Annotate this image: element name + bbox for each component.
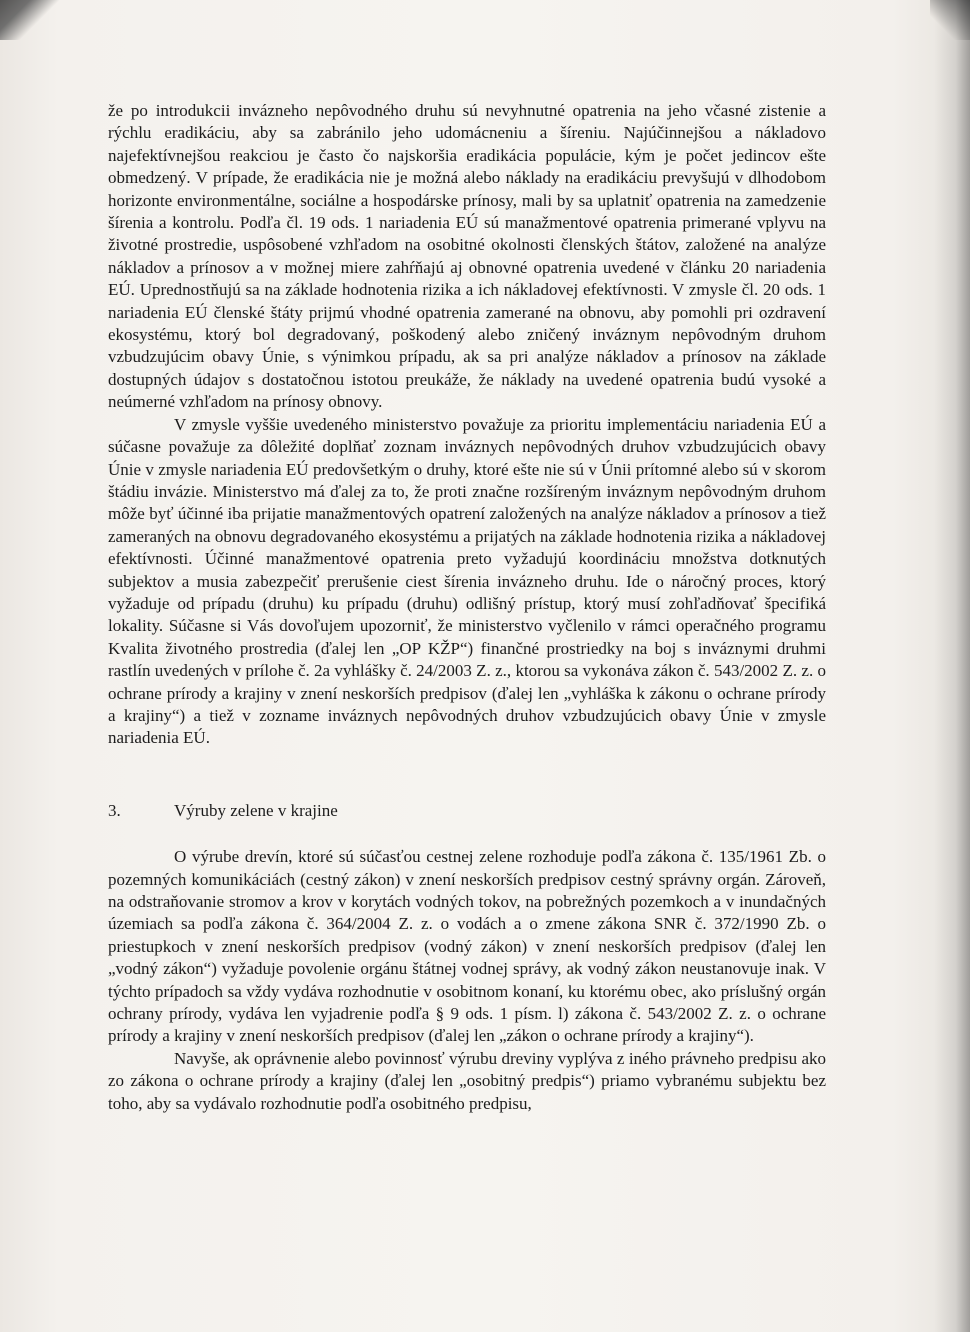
paragraph-2: V zmysle vyššie uvedeného ministerstvo považuje za prioritu implementáciu nariadenia EÚ a súčasne považuje za dôležité doplňať zoznam inváznych nepôvodných druhov vzbudzujúcich obavy Únie v zmysle nariadenia EÚ predovšetkým o druhy, ktoré ešte nie sú v Únii prítomné alebo sú v skorom štádiu invázie. Ministerstvo má ďalej za to, že proti značne rozšíreným inváznym nepôvodným druhom môže byť účinné iba prijatie manažmentových opatrení založených na analýze nákladov a prínosov a tiež zameraných na obnovu degradovaného ekosystému a prijatých na základe hodnotenia rizika a nákladovej efektívnosti. Účinné manažmentové opatrenia preto vyžadujú koordináciu množstva dotknutých subjektov a musia zabezpečiť prerušenie ciest šírenia invázneho druhu. Ide o náročný proces, ktorý vyžaduje od prípadu (druhu) ku prípadu (druhu) odlišný prístup, ktorý musí zohľadňovať špecifiká lokality. Súčasne si Vás dovoľujem upozorniť, že ministerstvo vyčlenilo v rámci operačného programu Kvalita životného prostredia (ďalej len „OP KŽP“) finančné prostriedky na boj s inváznymi druhmi rastlín uvedených v prílohe č. 2a vyhlášky č. 24/2003 Z. z., ktorou sa vykonáva zákon č. 543/2002 Z. z. o ochrane prírody a krajiny v znení neskorších predpisov (ďalej len „vyhláška k zákonu o ochrane prírody a krajiny“) a tiež v zozname inváznych nepôvodných druhov vzbudzujúcich obavy Únie v zmysle nariadenia EÚ. <box>108 414 826 748</box>
scan-corner-shadow <box>0 0 60 40</box>
document-body <box>108 100 826 1115</box>
section-number: 3. <box>108 800 121 820</box>
section-title: Výruby zelene v krajine <box>174 800 338 820</box>
paragraph-4: Navyše, ak oprávnenie alebo povinnosť výrubu dreviny vyplýva z iného právneho predpisu ako zo zákona o ochrane prírody a krajiny (ďalej len „osobitný predpis“) priamo vybranému subjektu bez toho, aby sa vydávalo rozhodnutie podľa osobitného predpisu, <box>108 1048 826 1113</box>
paragraph-1: že po introdukcii invázneho nepôvodného druhu sú nevyhnutné opatrenia na jeho včasné zistenie a rýchlu eradikáciu, aby sa zabránilo jeho udomácneniu a šíreniu. Najúčinnejšou a nákladovo najefektívnejšou reakciou je často čo najskoršia eradikácia populácie, kým je počet jedincov ešte obmedzený. V prípade, že eradikácia nie je možná alebo náklady na eradikáciu prevyšujú v dlhodobom horizonte environmentálne, sociálne a hospodárske prínosy, mali by sa uplatniť opatrenia na zamedzenie šírenia a kontrolu. Podľa čl. 19 ods. 1 nariadenia EÚ sú manažmentové opatrenia primerané vplyvu na životné prostredie, uspôsobené vzhľadom na osobitné okolnosti členských štátov, založené na analýze nákladov a prínosov a v možnej miere zahŕňajú aj obnovné opatrenia uvedené v článku 20 nariadenia EÚ. Uprednostňujú sa na základe hodnotenia rizika a ich nákladovej efektívnosti. V zmysle čl. 20 ods. 1 nariadenia EÚ členské štáty prijmú vhodné opatrenia zamerané na obnovu, aby pomohli pri ozdravení ekosystému, ktorý bol degradovaný, poškodený alebo zničený inváznym nepôvodným druhom vzbudzujúcim obavy Únie, s výnimkou prípadu, ak sa pri analýze nákladov a prínosov na základe dostupných údajov s dostatočnou istotou preukáže, že náklady na uvedené opatrenia budú vysoké a neúmerné vzhľadom na prínosy obnovy. <box>108 101 826 412</box>
paragraph-3: O výrube drevín, ktoré sú súčasťou cestnej zelene rozhoduje podľa zákona č. 135/1961 Zb. o pozemných komunikáciách (cestný zákon) v znení neskorších predpisov cestný správny orgán. Zároveň, na odstraňovanie stromov a krov v korytách vodných tokov, na pobrežných pozemkoch a v inundačných územiach sa podľa zákona č. 364/2004 Z. z. o vodách a o zmene zákona SNR č. 372/1990 Zb. o priestupkoch v znení neskorších predpisov (vodný zákon) v znení neskorších predpisov (ďalej len „vodný zákon“) vyžaduje povolenie orgánu štátnej vodnej správy, ak vodný zákon neustanovuje inak. V týchto prípadoch sa vždy vydáva rozhodnutie v osobitnom konaní, ku ktorému obec, ako príslušný orgán ochrany prírody, vydáva len vyjadrenie podľa § 9 ods. 1 písm. l) zákona č. 543/2002 Z. z. o ochrane prírody a krajiny v znení neskorších predpisov (ďalej len „zákon o ochrane prírody a krajiny“). <box>108 847 826 1046</box>
scan-edge-shadow <box>934 0 970 1332</box>
section-heading <box>108 800 826 822</box>
